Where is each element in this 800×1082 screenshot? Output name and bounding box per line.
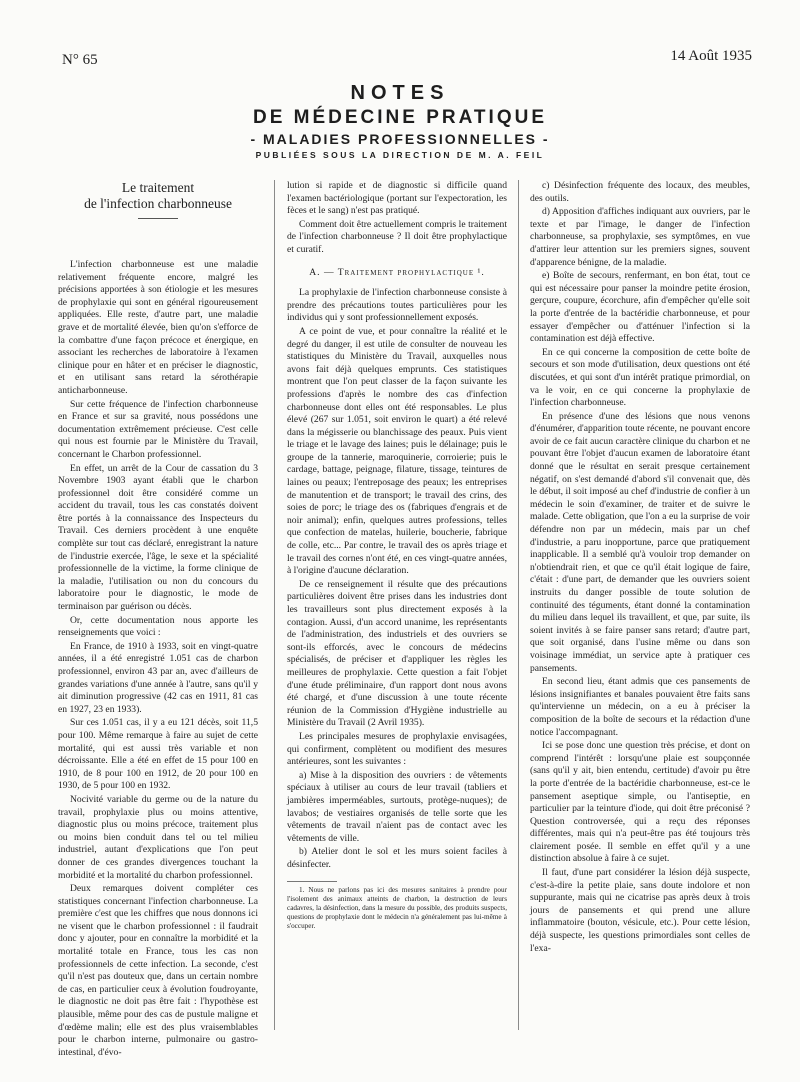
masthead-subtitle: DE MÉDECINE PRATIQUE — [252, 107, 547, 128]
issue-number: N° 65 — [62, 52, 98, 68]
paragraph: De ce renseignement il résulte que des précautions particulières doivent être prises dans les industries dont les travailleurs sont plus directement exposés à la contagion. Aussi, d'un accord unanime, les représentants de l'administration, des industriels et des ouvriers se sont-ils efforcés, avec le concours de médecins spécialisés, de préciser et d'appliquer les règles les meilleures de prophylaxie. Cette question a fait l'objet d'une étude préliminaire, d'un rapport dont nous avons été chargé, et d'une discussion à une toute récente réunion de la Commission d'Hygiène industrielle au Ministère du Travail (2 Avril 1935). — [287, 578, 507, 729]
footnote-divider — [287, 881, 337, 882]
column-1 — [58, 180, 258, 1060]
paragraph: Comment doit être actuellement compris le traitement de l'infection charbonneuse ? Il doit être prophylactique et curatif. — [287, 218, 507, 255]
article-title — [58, 180, 258, 219]
masthead — [0, 82, 800, 160]
paragraph: L'infection charbonneuse est une maladie relativement fréquente encore, malgré les précisions apportées à son étiologie et les mesures de prophylaxie qui sont en général rigoureusement appliquées. Elle reste, d'autre part, une maladie grave et de mortalité élevée, bien qu'on s'efforce de la combattre d'une façon précoce et énergique, en associant les recherches de laboratoire à l'examen clinique pour en hâter et en préciser le diagnostic, et en utilisant sans retard la sérothérapie anticharbonneuse. — [58, 259, 258, 396]
column-2 — [287, 180, 507, 932]
masthead-editor: PUBLIÉES SOUS LA DIRECTION DE M. A. FEIL — [255, 150, 545, 160]
paragraph: b) Atelier dont le sol et les murs soient faciles à désinfecter. — [287, 846, 507, 870]
paragraph: En effet, un arrêt de la Cour de cassation du 3 Novembre 1903 ayant établi que le charbon professionnel doit être considéré comme un accident du travail, tous les cas constatés doivent être portés à la connaissance des Inspecteurs du Travail. Ces derniers procèdent à une enquête complète sur tout cas déclaré, enregistrant la nature de l'industrie exercée, l'âge, le sexe et la spécialité professionnelle de la victime, la forme clinique de la maladie, l'utilisation ou non du concours du laboratoire pour le diagnostic, le mode de terminaison par guérison ou décès. — [58, 462, 258, 613]
paragraph: a) Mise à la disposition des ouvriers : de vêtements spéciaux à utiliser au cours de leur travail (tabliers et jambières imperméables, surtouts, protège-nuques); de lavabos; de vestiaires organisés de telle sorte que les vêtements de travail n'aient pas de contact avec les vêtements de ville. — [287, 769, 507, 844]
article-title-line: de l'infection charbonneuse — [84, 196, 232, 211]
paragraph: Ici se pose donc une question très précise, et dont on comprend l'intérêt : lorsqu'une plaie est soupçonnée (sans qu'il y ait, bien entendu, certitude) d'avoir pu être la porte d'entrée de la bactéridie charbonneuse, est-ce le pansement aseptique simple, ou l'antiseptie, en particulier par la teinture d'iode, qui doit être préconisé ? Question controversée, qui a reçu des réponses différentes, mais qui n'a peut-être pas été toujours très clairement posée. Il semble en effet qu'il y a une distinction absolue à faire à ce sujet. — [530, 740, 750, 865]
column-3 — [530, 180, 750, 956]
paragraph: d) Apposition d'affiches indiquant aux ouvriers, par le texte et par l'image, le danger de l'infection charbonneuse, sa prophylaxie, ses symptômes, en vue d'attirer leur attention sur les premiers signes, souvent d'apparence bénigne, de la maladie. — [530, 206, 750, 268]
paragraph: En second lieu, étant admis que ces pansements de lésions insignifiantes et banales pouvaient être faits sans qu'intervienne un médecin, on a eu à préciser la composition de la boîte de secours et la rédaction d'une notice l'accompagnant. — [530, 676, 750, 738]
paragraph: En présence d'une des lésions que nous venons d'énumérer, d'apparition toute récente, ne pouvant encore avoir de ce fait aucun caractère clinique du charbon et ne pouvant être l'objet d'aucun examen de laboratoire étant donné que le résultat en serait presque certainement négatif, on s'est demandé d'abord s'il convenait que, dès le début, il soit imposé au chef d'industrie de confier à un médecin le soin d'examiner, de traiter et de suivre le malade. Cette obligation, que l'on a eu la surprise de voir défendre non par un médecin, mais par un chef d'industrie, a paru inopportune, parce que pratiquement inapplicable. Il a semblé qu'à vouloir trop demander on n'obtiendrait rien, et que ce qu'il était logique de faire, c'était : d'une part, de demander que les ouvriers soient instruits du danger possible de toute solution de continuité des téguments, étant donné la contamination du milieu dans lequel ils travaillent, et que, par suite, ils soient invités à se faire panser sans retard; d'autre part, que soit organisé, dans l'usine même ou dans son voisinage immédiat, un service apte à pratiquer ces pansements. — [530, 410, 750, 674]
masthead-section: - MALADIES PROFESSIONNELLES - — [250, 131, 550, 147]
paragraph: Or, cette documentation nous apporte les renseignements que voici : — [58, 614, 258, 639]
paragraph: A ce point de vue, et pour connaître la réalité et le degré du danger, il est utile de consulter de nouveau les statistiques du Ministère du Travail, auxquelles nous avons fait déjà quelques emprunts. Ces statistiques montrent que l'on peut classer de la façon suivante les professions d'après le nombre des cas d'infection charbonneuse dont elles ont été responsables. Le plus élevé (267 sur 1.051, soit environ le quart) a été relevé dans la mégisserie ou blanchissage des peaux. Puis vient le triage et le lavage des laines; puis le délainage; puis le groupe de la tannerie, maroquinerie, corroierie; puis le cardage, battage, peignage, filature, tissage, teintures de laines ou peaux; l'entreposage des peaux; les entreprises de manutention et de transport; le travail des crins, des soies de porc; le triage des os (fabriques d'engrais et de noir animal); enfin, quelques autres professions, telles que confection de matelas, huilerie, boucherie, fabrique de colle, etc... Par contre, le travail des os après triage et le travail des cornes n'ont été, en ces vingt-quatre années, à l'origine d'aucune déclaration. — [287, 325, 507, 577]
paragraph: Il faut, d'une part considérer la lésion déjà suspecte, c'est-à-dire la petite plaie, sans doute indolore et non suppurante, mais qui ne cicatrise pas après deux à trois jours de pansements et qui prend une allure inflammatoire (bouton, vésicule, etc.). Pour cette lésion, déjà suspecte, les questions primordiales sont celles de l'exa- — [530, 867, 750, 954]
masthead-title: NOTES — [350, 82, 450, 104]
paragraph: Nocivité variable du germe ou de la nature du travail, prophylaxie plus ou moins attentive, diagnostic plus ou moins précoce, traitement plus ou moins bien conduit dans tel ou tel milieu industriel, autant d'explications que l'on peut donner de ces grandes divergences touchant la morbidité et la mortalité du charbon professionnel. — [58, 793, 258, 881]
paragraph: lution si rapide et de diagnostic si difficile quand l'examen bactériologique (portant sur l'expectoration, les fèces et le sang) n'est pas pratiqué. — [287, 180, 507, 217]
paragraph: Les principales mesures de prophylaxie envisagées, qui confirment, complètent ou modifient des mesures antérieures, sont les suivantes : — [287, 730, 507, 768]
section-heading-text: A. — Traitement prophylactique ¹. — [309, 266, 485, 278]
paragraph: c) Désinfection fréquente des locaux, des meubles, des outils. — [530, 180, 750, 204]
paragraph: Sur cette fréquence de l'infection charbonneuse en France et sur sa gravité, nous possédons une documentation extrêmement précieuse. C'est celle qui nous est fournie par le Ministère du Travail, concernant le Charbon professionnel. — [58, 398, 258, 460]
issue-date: 14 Août 1935 — [670, 48, 752, 64]
section-heading — [287, 267, 507, 280]
title-divider — [138, 218, 178, 219]
paragraph: Deux remarques doivent compléter ces statistiques concernant l'infection charbonneuse. La première c'est que les chiffres que nous donnons ici ne visent que le charbon professionnel : il faudrait donc y ajouter, pour en connaître la morbidité et la mortalité totale en France, tous les cas non professionnels de cette infection. La seconde, c'est qu'il n'est pas douteux que, dans un certain nombre de cas, en particulier ceux à évolution foudroyante, le diagnostic ne doit pas être fait : l'hypothèse est plausible, même pour des cas de pustule maligne et d'œdème malin; elle est des plus vraisemblables pour le charbon interne, pulmonaire ou gastro-intestinal, d'évo- — [58, 883, 258, 1058]
paragraph: La prophylaxie de l'infection charbonneuse consiste à prendre des précautions toutes particulières pour les individus qui y sont professionnellement exposés. — [287, 287, 507, 324]
footnote: 1. Nous ne parlons pas ici des mesures sanitaires à prendre pour l'isolement des animaux atteints de charbon, la destruction de leurs cadavres, la désinfection, dans la mesure du possible, des produits suspects, questions de prophylaxie dont le médecin n'a généralement pas lui-même à s'occuper. — [287, 886, 507, 931]
article-title-line: Le traitement — [121, 180, 195, 195]
paragraph: En France, de 1910 à 1933, soit en vingt-quatre années, il a été enregistré 1.051 cas de charbon professionnel, environ 43 par an, avec d'ailleurs de grandes variations d'une année à l'autre, sans qu'il y ait diminution progressive (42 cas en 1911, 81 cas en 1927, 23 en 1933). — [58, 640, 258, 715]
paragraph: Sur ces 1.051 cas, il y a eu 121 décès, soit 11,5 pour 100. Même remarque à faire au sujet de cette mortalité, qui est aussi très variable et non décroissante. Elle a été en effet de 15 pour 100 en 1910, de 8 pour 100 en 1912, de 20 pour 100 en 1930, de 5 pour 100 en 1932. — [58, 717, 258, 792]
column-divider — [518, 180, 519, 1030]
column-divider — [274, 180, 275, 1030]
paragraph: En ce qui concerne la composition de cette boîte de secours et son mode d'utilisation, deux questions ont été discutées, et qui sont d'un intérêt pratique primordial, on va le voir, en ce qui concerne la prophylaxie de l'infection charbonneuse. — [530, 346, 750, 409]
paragraph: e) Boîte de secours, renfermant, en bon état, tout ce qui est nécessaire pour panser la moindre petite érosion, gerçure, coupure, écorchure, afin d'empêcher qu'elle soit la porte d'entrée de la bactéridie charbonneuse, et pour essayer d'empêcher ou d'atténuer l'infection si la contamination est déjà effective. — [530, 270, 750, 345]
